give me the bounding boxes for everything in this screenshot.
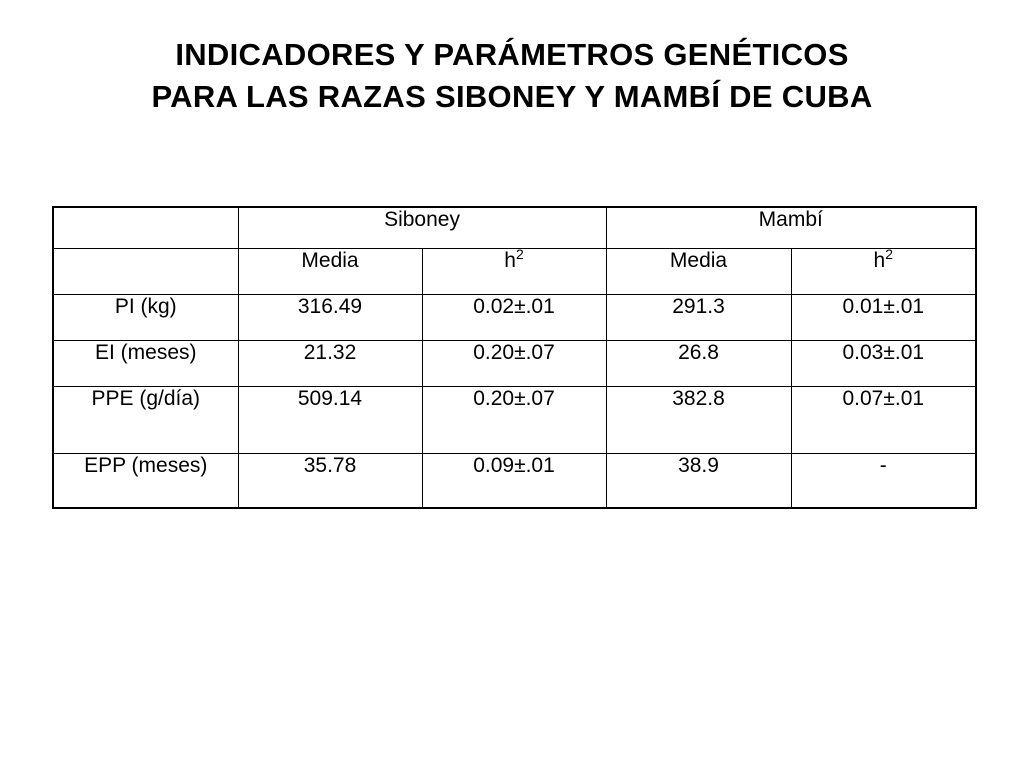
mambi-h2-cell: 0.03±.01 xyxy=(791,341,976,387)
mambi-h2-cell: 0.01±.01 xyxy=(791,295,976,341)
breed-header-siboney: Siboney xyxy=(238,207,606,249)
title-line-1: INDICADORES Y PARÁMETROS GENÉTICOS xyxy=(175,37,849,72)
siboney-media-cell: 35.78 xyxy=(238,454,422,509)
mambi-h2-cell: 0.07±.01 xyxy=(791,387,976,454)
superscript-two: 2 xyxy=(885,246,893,262)
subheader-row xyxy=(53,249,976,295)
subheader-mambi-media: Media xyxy=(606,249,791,295)
siboney-h2-cell: 0.20±.07 xyxy=(422,341,606,387)
empty-corner-cell xyxy=(53,207,238,249)
breed-header-row xyxy=(53,207,976,249)
siboney-media-cell: 509.14 xyxy=(238,387,422,454)
superscript-two: 2 xyxy=(515,246,524,262)
row-label: PI (kg) xyxy=(53,295,238,341)
table-row xyxy=(53,295,976,341)
table-row xyxy=(53,454,976,509)
siboney-media-cell: 316.49 xyxy=(238,295,422,341)
row-label: EPP (meses) xyxy=(53,454,238,509)
title-line-2: PARA LAS RAZAS SIBONEY Y MAMBÍ DE CUBA xyxy=(151,79,873,114)
genetic-parameters-table xyxy=(52,206,977,509)
h-symbol: h xyxy=(873,249,886,272)
row-label: EI (meses) xyxy=(53,341,238,387)
h-symbol: h xyxy=(504,249,516,272)
page-title xyxy=(0,34,1024,118)
mambi-media-cell: 26.8 xyxy=(606,341,791,387)
row-label: PPE (g/día) xyxy=(53,387,238,454)
mambi-media-cell: 38.9 xyxy=(606,454,791,509)
siboney-h2-cell: 0.09±.01 xyxy=(422,454,606,509)
breed-header-mambi: Mambí xyxy=(606,207,976,249)
empty-label-cell xyxy=(53,249,238,295)
siboney-h2-cell: 0.02±.01 xyxy=(422,295,606,341)
mambi-h2-cell: - xyxy=(791,454,976,509)
siboney-media-cell: 21.32 xyxy=(238,341,422,387)
mambi-media-cell: 291.3 xyxy=(606,295,791,341)
subheader-siboney-media: Media xyxy=(238,249,422,295)
mambi-media-cell: 382.8 xyxy=(606,387,791,454)
table-row xyxy=(53,341,976,387)
subheader-mambi-h2 xyxy=(791,246,976,295)
subheader-siboney-h2 xyxy=(422,246,606,295)
siboney-h2-cell: 0.20±.07 xyxy=(422,387,606,454)
table-row xyxy=(53,387,976,454)
